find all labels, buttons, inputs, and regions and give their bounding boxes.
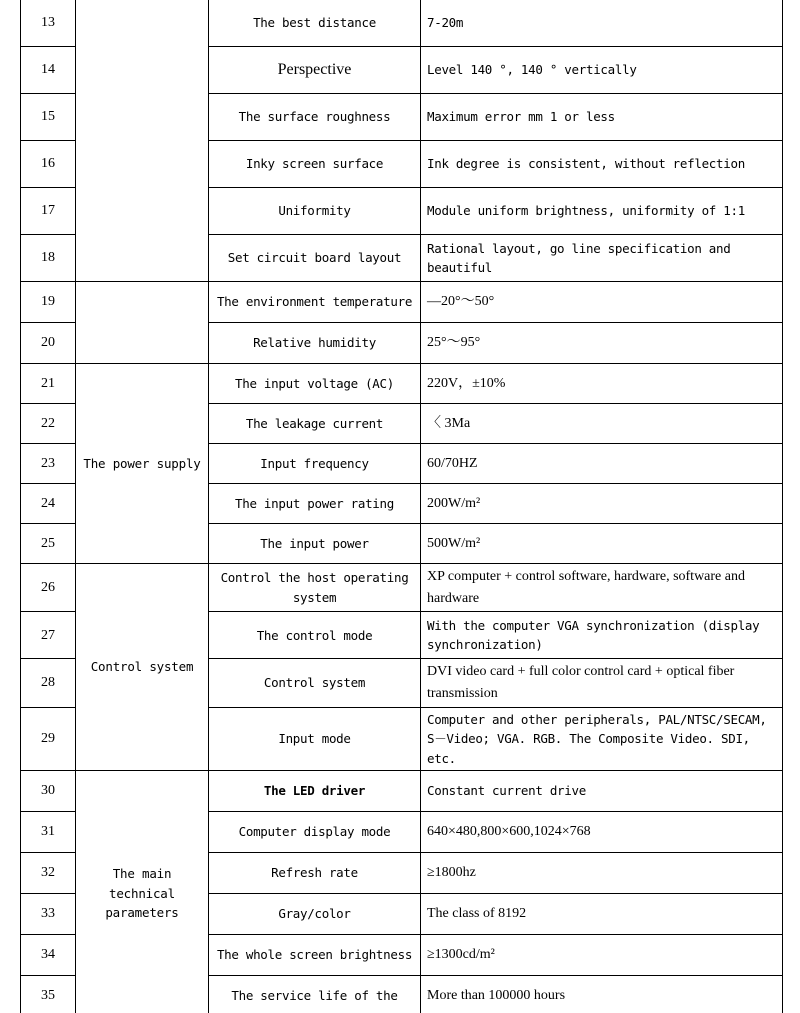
row-number: 33 — [21, 893, 76, 934]
row-number: 24 — [21, 484, 76, 524]
row-number: 14 — [21, 47, 76, 94]
row-item-label: The input power rating — [209, 484, 421, 524]
row-number: 22 — [21, 404, 76, 444]
row-value: 7-20m — [421, 0, 783, 47]
table-row — [21, 0, 783, 47]
row-number: 26 — [21, 564, 76, 612]
table-row — [21, 564, 783, 612]
table-row — [21, 770, 783, 811]
row-value: DVI video card + full color control card + optical fiber transmission — [421, 659, 783, 707]
row-item-label: Input frequency — [209, 444, 421, 484]
row-number: 25 — [21, 524, 76, 564]
row-number: 16 — [21, 141, 76, 188]
row-item-label: Gray/color — [209, 893, 421, 934]
row-item-label: Control system — [209, 659, 421, 707]
row-value: XP computer + control software, hardware, software and hardware — [421, 564, 783, 612]
row-value: —20°〜50° — [421, 282, 783, 323]
row-value: Computer and other peripherals, PAL/NTSC/SECAM, S－Video; VGA. RGB. The Composite Video. SDI, etc. — [421, 707, 783, 770]
group-cell-blank-upper — [76, 0, 209, 282]
row-number: 35 — [21, 975, 76, 1013]
row-value: 500W/m² — [421, 524, 783, 564]
group-cell-blank-environment — [76, 282, 209, 364]
row-item-label: The service life of the — [209, 975, 421, 1013]
row-value: 〈 3Ma — [421, 404, 783, 444]
row-number: 17 — [21, 188, 76, 235]
row-number: 15 — [21, 94, 76, 141]
row-item-label: The leakage current — [209, 404, 421, 444]
row-number: 21 — [21, 364, 76, 404]
row-value: 25°〜95° — [421, 323, 783, 364]
table-row — [21, 364, 783, 404]
row-value: 220V，±10% — [421, 364, 783, 404]
row-value: 200W/m² — [421, 484, 783, 524]
row-number: 20 — [21, 323, 76, 364]
row-value: Level 140 °, 140 ° vertically — [421, 47, 783, 94]
row-item-label: Computer display mode — [209, 811, 421, 852]
group-cell-control-system: Control system — [76, 564, 209, 771]
row-item-label: The input voltage (AC) — [209, 364, 421, 404]
row-item-label: Set circuit board layout — [209, 235, 421, 282]
row-item-label: The environment temperature — [209, 282, 421, 323]
specification-table — [20, 0, 783, 1013]
row-value: Ink degree is consistent, without reflection — [421, 141, 783, 188]
row-item-label: The best distance — [209, 0, 421, 47]
row-value: Maximum error mm 1 or less — [421, 94, 783, 141]
row-number: 29 — [21, 707, 76, 770]
row-item-label: Relative humidity — [209, 323, 421, 364]
row-number: 30 — [21, 770, 76, 811]
row-item-label: The whole screen brightness — [209, 934, 421, 975]
row-value: ≥1800hz — [421, 852, 783, 893]
row-value: Rational layout, go line specification and beautiful — [421, 235, 783, 282]
row-number: 18 — [21, 235, 76, 282]
row-item-label: The surface roughness — [209, 94, 421, 141]
row-number: 31 — [21, 811, 76, 852]
row-number: 27 — [21, 612, 76, 659]
row-value: The class of 8192 — [421, 893, 783, 934]
row-value: More than 100000 hours — [421, 975, 783, 1013]
row-item-label: The control mode — [209, 612, 421, 659]
table-row — [21, 282, 783, 323]
row-item-label: The LED driver — [209, 770, 421, 811]
row-value: Constant current drive — [421, 770, 783, 811]
row-number: 34 — [21, 934, 76, 975]
row-value: 640×480,800×600,1024×768 — [421, 811, 783, 852]
row-number: 19 — [21, 282, 76, 323]
row-number: 13 — [21, 0, 76, 47]
row-value: With the computer VGA synchronization (display synchronization) — [421, 612, 783, 659]
row-item-label: Uniformity — [209, 188, 421, 235]
group-cell-power-supply: The power supply — [76, 364, 209, 564]
row-number: 28 — [21, 659, 76, 707]
row-value: ≥1300cd/m² — [421, 934, 783, 975]
row-value: 60/70HZ — [421, 444, 783, 484]
row-item-label: Inky screen surface — [209, 141, 421, 188]
row-item-label: Input mode — [209, 707, 421, 770]
group-cell-main-parameters: The main technical parameters — [76, 770, 209, 1013]
row-number: 32 — [21, 852, 76, 893]
row-item-label: Perspective — [209, 47, 421, 94]
row-number: 23 — [21, 444, 76, 484]
row-item-label: Control the host operating system — [209, 564, 421, 612]
row-item-label: The input power — [209, 524, 421, 564]
row-item-label: Refresh rate — [209, 852, 421, 893]
row-value: Module uniform brightness, uniformity of 1:1 — [421, 188, 783, 235]
